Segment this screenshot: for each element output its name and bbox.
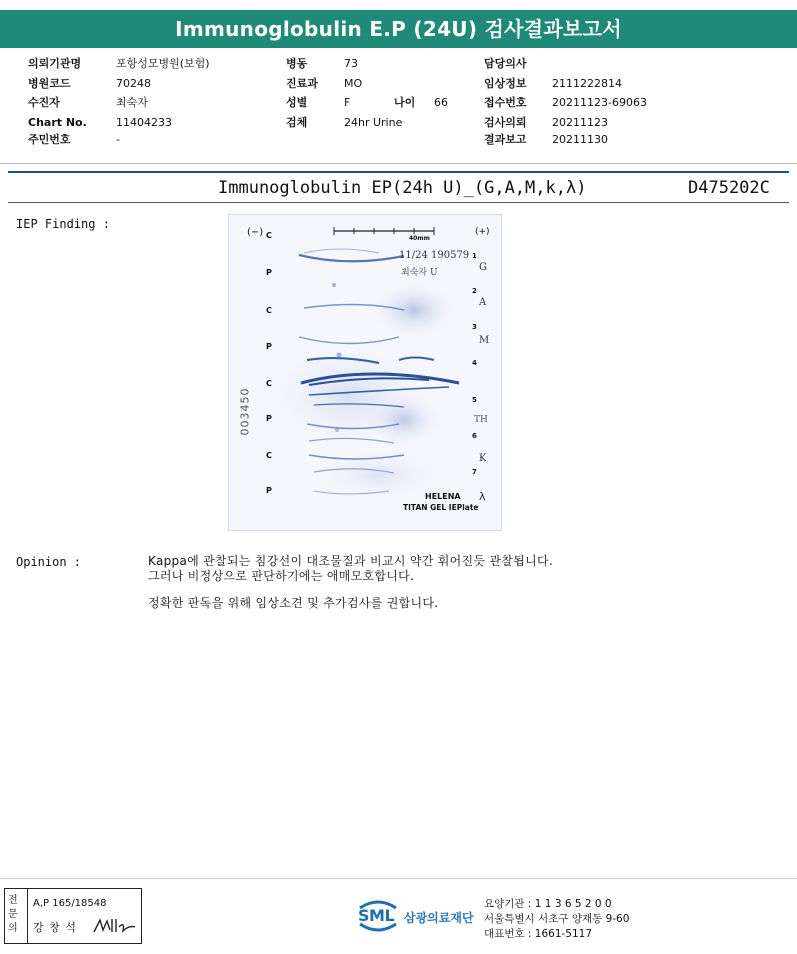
test-name: Immunoglobulin EP(24h U)_(G,A,M,k,λ) (218, 178, 587, 198)
gel-lane-label: A (479, 297, 487, 308)
field-value: MO (344, 76, 363, 90)
gel-lane-number: 7 (472, 468, 477, 476)
gel-drawing (229, 215, 501, 530)
gel-letter-c: C (266, 306, 272, 315)
field-label: 검사의뢰 (484, 115, 527, 129)
field-value: 11404233 (116, 115, 172, 129)
footer-divider (0, 878, 797, 879)
gel-lane-label: λ (479, 490, 486, 503)
opinion-line: Kappa에 관찰되는 침강선이 대조물질과 비교시 약간 휘어진듯 관찰됩니다. (148, 554, 553, 568)
gel-lane-label: G (479, 262, 487, 273)
gel-letter-p: P (266, 268, 272, 277)
field-value: 최숙자 (116, 96, 148, 109)
org-contact (484, 897, 629, 942)
divider (27, 889, 28, 943)
field-label: 병원코드 (28, 76, 71, 90)
gel-brand: HELENA (425, 492, 461, 501)
field-label: 나이 (394, 96, 416, 109)
field-label: 결과보고 (484, 133, 527, 146)
gel-handwritten-name: 최숙자 U (401, 268, 438, 278)
phone-line: 대표번호 : 1661-5117 (484, 928, 593, 940)
sml-logo (356, 898, 400, 932)
divider (8, 202, 789, 203)
gel-letter-c: C (266, 231, 272, 240)
divider-blue (8, 171, 789, 173)
field-label: 수진자 (28, 96, 60, 109)
field-value: 73 (344, 57, 358, 70)
gel-lane-number: 2 (472, 287, 477, 295)
gel-sample-id: 11/24 190579 (399, 250, 470, 261)
institution-line: 요양기관 : 1 1 3 6 5 2 0 0 (484, 898, 612, 910)
specialist-code: A,P 165/18548 (33, 898, 107, 909)
field-value: 20211123 (552, 115, 608, 129)
gel-lane-label: M (479, 335, 490, 346)
org-name: 삼광의료재단 (404, 911, 474, 925)
field-value: 2111222814 (552, 76, 622, 90)
gel-lane-number: 5 (472, 396, 477, 404)
address-line: 서울특별시 서초구 양재동 9-60 (484, 913, 630, 925)
gel-lane-label: K (479, 453, 487, 464)
opinion-line: 그러나 비정상으로 판단하기에는 애매모호합니다. (148, 569, 415, 583)
gel-product: TITAN GEL IEPlate (403, 503, 479, 512)
field-label: 접수번호 (484, 96, 527, 109)
gel-lane-number: 4 (472, 359, 477, 367)
field-label: 성별 (286, 96, 308, 109)
test-code: D475202C (688, 178, 770, 198)
gel-side-number: 003450 (238, 387, 252, 436)
field-value: 70248 (116, 76, 151, 90)
sml-abbr: SML (358, 906, 395, 925)
opinion-text (148, 554, 553, 611)
divider (0, 163, 797, 164)
iep-gel-image (228, 214, 502, 531)
gel-scale-label: 40mm (409, 235, 430, 242)
iep-finding-label: IEP Finding : (16, 217, 110, 231)
info-column-3 (484, 54, 647, 150)
test-header (0, 175, 797, 201)
opinion-label: Opinion : (16, 555, 82, 569)
info-column-2 (286, 54, 448, 132)
field-value: 20211130 (552, 133, 608, 146)
gel-plus-label: (+) (475, 227, 490, 237)
doctor-name: 강 창 석 (33, 921, 77, 934)
gel-lane-number: 1 (472, 252, 477, 260)
gel-letter-c: C (266, 451, 272, 460)
report-title: Immunoglobulin E.P (24U) 검사결과보고서 (0, 10, 797, 48)
gel-letter-p: P (266, 342, 272, 351)
field-value: F (344, 96, 351, 109)
field-value: 20211123-69063 (552, 96, 647, 109)
field-value: 포항성모병원(보험) (116, 57, 210, 70)
field-label: 의뢰기관명 (28, 57, 82, 70)
field-label: 임상정보 (484, 76, 527, 90)
signature-image (91, 915, 137, 937)
field-value: 66 (434, 96, 448, 109)
gel-lane-label: TH (474, 415, 488, 425)
field-label: 병동 (286, 57, 308, 70)
info-column-1 (28, 54, 210, 150)
gel-lane-number: 3 (472, 323, 477, 331)
gel-letter-c: C (266, 379, 272, 388)
field-label: 주민번호 (28, 133, 71, 146)
gel-minus-label: (−) (247, 227, 264, 238)
gel-lane-number: 6 (472, 432, 477, 440)
field-value: - (116, 133, 120, 146)
opinion-line: 정확한 판독을 위해 임상소견 및 추가검사를 권합니다. (148, 596, 439, 610)
gel-letter-p: P (266, 486, 272, 495)
specialist-box (4, 888, 142, 944)
gel-letter-p: P (266, 414, 272, 423)
field-value: 24hr Urine (344, 115, 403, 129)
field-label: 진료과 (286, 76, 318, 90)
specialist-label: 전문의 (8, 895, 18, 934)
field-label: 담당의사 (484, 57, 527, 70)
field-label: Chart No. (28, 115, 87, 129)
field-label: 검체 (286, 115, 308, 129)
